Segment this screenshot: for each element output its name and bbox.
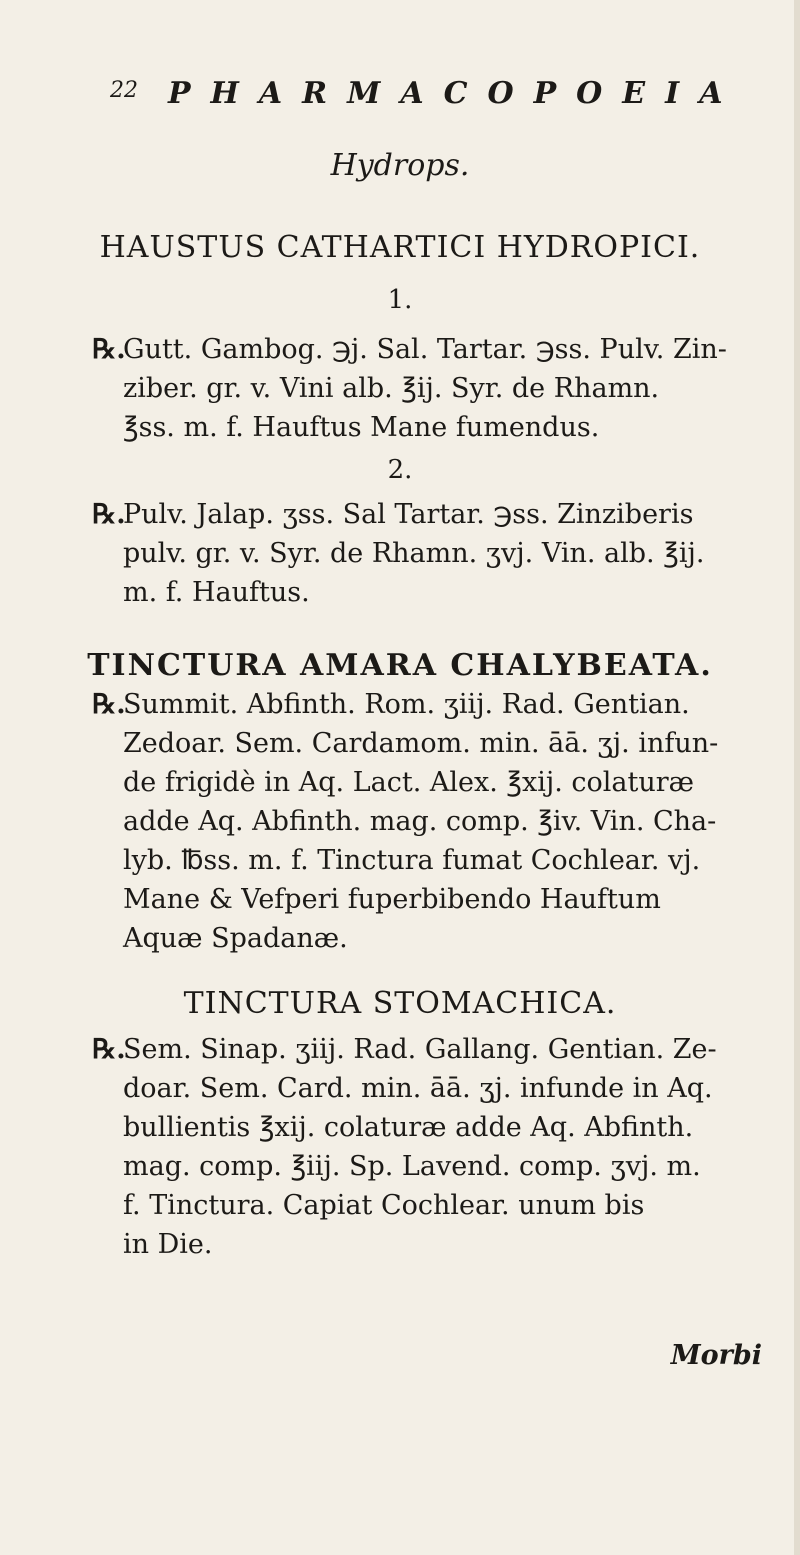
recipe-line: mag. comp. ℥iij. Sp. Lavend. comp. ʒvj. m. [123, 1151, 701, 1182]
recipe-symbol: ℞. [92, 689, 126, 720]
recipe-line: Summit. Abfinth. Rom. ʒiij. Rad. Gentian. [123, 689, 690, 720]
recipe-line: Gutt. Gambog. ℈j. Sal. Tartar. ℈ss. Pulv. Zin- [123, 334, 727, 365]
recipe-line: pulv. gr. v. Syr. de Rhamn. ʒvj. Vin. alb. ℥ij. [123, 538, 705, 569]
recipe-line: Sem. Sinap. ʒiij. Rad. Gallang. Gentian. Ze- [123, 1034, 717, 1065]
recipe-haustus-1 [92, 330, 792, 447]
recipe-haustus-2 [92, 495, 792, 612]
catchword: Morbi [670, 1340, 762, 1371]
recipe-symbol: ℞. [92, 334, 126, 365]
page-number: 22 [110, 78, 138, 103]
recipe-number: 2. [387, 455, 413, 485]
recipe-line: lyb. ℔ss. m. f. Tinctura fumat Cochlear. vj. [123, 845, 701, 876]
section-title: Hydrops. [330, 148, 470, 183]
recipe-symbol: ℞. [92, 499, 126, 530]
recipe-line: in Die. [123, 1229, 213, 1260]
recipe-line: Pulv. Jalap. ʒss. Sal Tartar. ℈ss. Zinziberis [123, 499, 694, 530]
running-head [110, 78, 770, 118]
heading-tinctura-stomachica: TINCTURA STOMACHICA. [183, 986, 617, 1021]
recipe-number: 1. [387, 285, 413, 315]
recipe-line: bullientis ℥xij. colaturæ adde Aq. Abfinth. [123, 1112, 694, 1143]
recipe-line: adde Aq. Abfinth. mag. comp. ℥iv. Vin. Cha- [123, 806, 717, 837]
recipe-tinctura-amara [92, 685, 792, 958]
recipe-line: ziber. gr. v. Vini alb. ℥ij. Syr. de Rhamn. [123, 373, 660, 404]
recipe-line: f. Tinctura. Capiat Cochlear. unum bis [123, 1190, 645, 1221]
recipe-symbol: ℞. [92, 1034, 126, 1065]
recipe-line: Zedoar. Sem. Cardamom. min. āā. ʒj. infun- [123, 728, 719, 759]
heading-haustus-cathartici: HAUSTUS CATHARTICI HYDROPICI. [99, 230, 701, 265]
heading-tinctura-amara: TINCTURA AMARA CHALYBEATA. [87, 648, 713, 683]
recipe-line: m. f. Hauftus. [123, 577, 310, 608]
recipe-line: Aquæ Spadanæ. [123, 923, 348, 954]
recipe-tinctura-stomachica [92, 1030, 792, 1264]
running-title: PHARMACOPOEIA [168, 76, 743, 111]
recipe-line: Mane & Vefperi fuperbibendo Hauftum [123, 884, 661, 915]
recipe-line: doar. Sem. Card. min. āā. ʒj. infunde in Aq. [123, 1073, 713, 1104]
recipe-line: ℥ss. m. f. Hauftus Mane fumendus. [123, 412, 600, 443]
recipe-line: de frigidè in Aq. Lact. Alex. ℥xij. colaturæ [123, 767, 694, 798]
